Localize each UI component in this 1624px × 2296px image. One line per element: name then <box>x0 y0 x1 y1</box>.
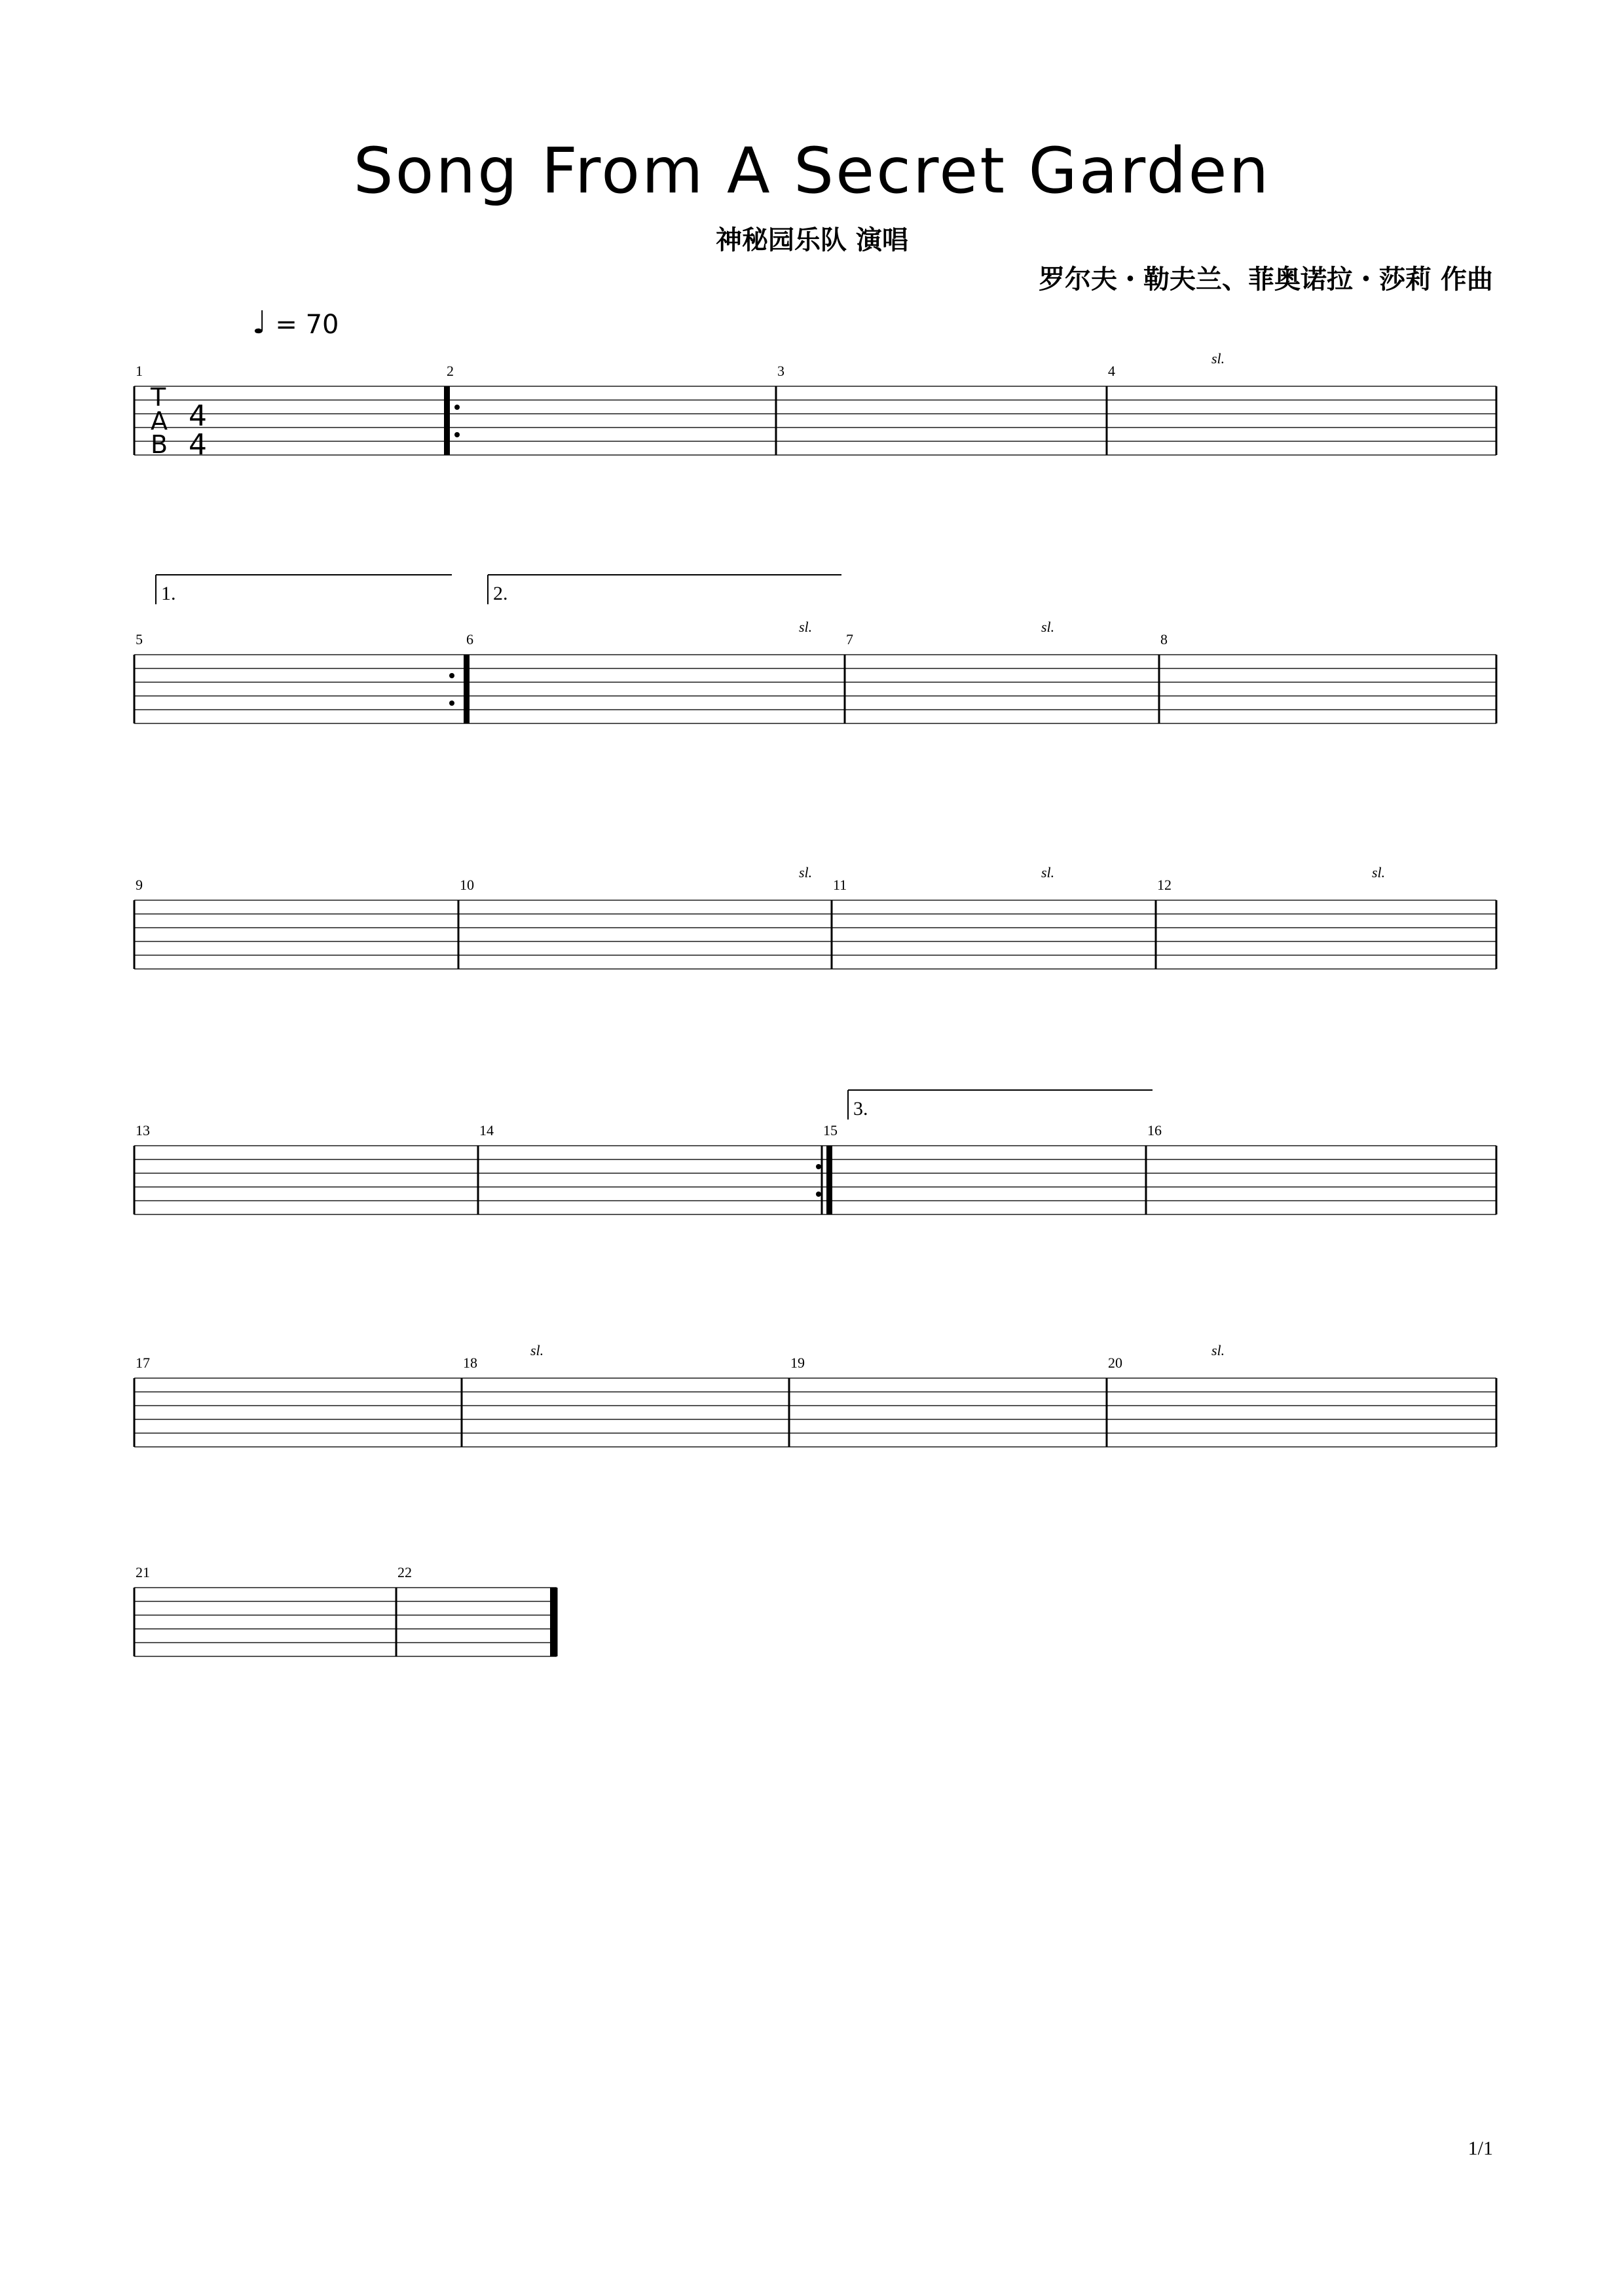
repeat-dot <box>449 701 454 706</box>
song-title: Song From A Secret Garden <box>353 134 1271 208</box>
measure-number: 3 <box>777 363 784 379</box>
measure-number: 21 <box>136 1564 150 1580</box>
slide-label: sl. <box>799 619 813 635</box>
repeat-end-barline <box>826 1146 832 1214</box>
slide-label: sl. <box>1041 619 1055 635</box>
measure-number: 4 <box>1108 363 1115 379</box>
slide-label: sl. <box>1211 1342 1225 1358</box>
repeat-start-barline <box>444 386 450 455</box>
measure-number: 11 <box>833 877 847 893</box>
volta-label: 2. <box>493 583 508 604</box>
slide-label: sl. <box>1211 350 1225 367</box>
measure-number: 5 <box>136 631 143 647</box>
repeat-dot <box>454 432 460 437</box>
repeat-dot <box>449 673 454 678</box>
measure-number: 2 <box>447 363 454 379</box>
measure-number: 10 <box>460 877 474 893</box>
repeat-dot <box>454 405 460 410</box>
tab-clef-letter: T <box>151 383 166 412</box>
slide-label: sl. <box>1041 864 1055 881</box>
repeat-end-barline <box>464 655 470 723</box>
measure-number: 8 <box>1160 631 1168 647</box>
volta-label: 1. <box>161 583 176 604</box>
volta-label: 3. <box>853 1098 868 1120</box>
measure-number: 19 <box>790 1355 805 1371</box>
measure-number: 18 <box>463 1355 477 1371</box>
measure-number: 17 <box>136 1355 150 1371</box>
tab-clef-letter: B <box>151 430 168 459</box>
measure-number: 7 <box>846 631 853 647</box>
time-signature-bottom: 4 <box>189 428 207 462</box>
measure-number: 20 <box>1108 1355 1122 1371</box>
tab-clef-letter: A <box>151 407 168 435</box>
measure-number: 6 <box>466 631 473 647</box>
repeat-dot <box>816 1164 821 1169</box>
measure-number: 22 <box>397 1564 412 1580</box>
measure-number: 12 <box>1157 877 1172 893</box>
measure-number: 15 <box>823 1122 838 1139</box>
measure-number: 13 <box>136 1122 150 1139</box>
composer-credit: 罗尔夫・勒夫兰、菲奥诺拉・莎莉 作曲 <box>1039 264 1493 295</box>
slide-label: sl. <box>530 1342 544 1358</box>
slide-label: sl. <box>1372 864 1386 881</box>
quarter-note-icon: ♩ <box>252 304 267 341</box>
measure-number: 14 <box>479 1122 494 1139</box>
tempo-value: = 70 <box>275 310 339 340</box>
repeat-dot <box>816 1192 821 1197</box>
measure-number: 1 <box>136 363 143 379</box>
measure-number: 16 <box>1147 1122 1162 1139</box>
performer-credit: 神秘园乐队 演唱 <box>716 225 908 255</box>
page-number: 1/1 <box>1467 2138 1493 2159</box>
slide-label: sl. <box>799 864 813 881</box>
time-signature-top: 4 <box>189 399 207 433</box>
measure-number: 9 <box>136 877 143 893</box>
final-barline <box>550 1588 556 1656</box>
